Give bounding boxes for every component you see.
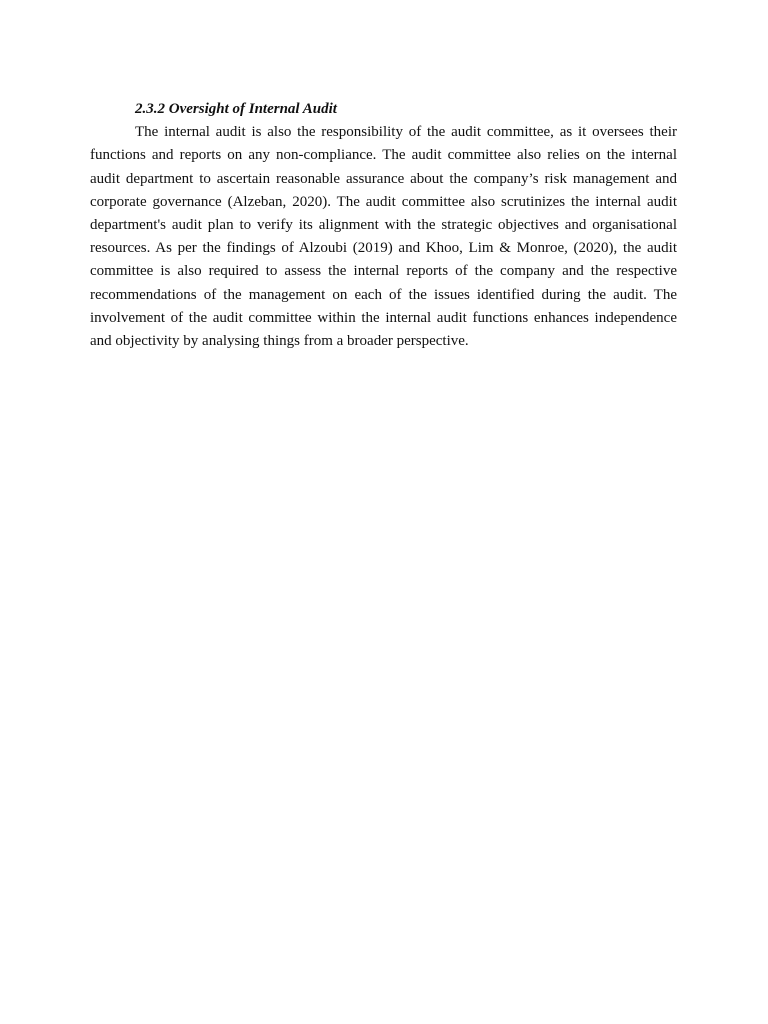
section-paragraph: The internal audit is also the responsibility of the audit committee, as it oversees their functions and reports on any non-compliance. The audit committee also relies on the internal audit department to ascertain reasonable assurance about the company’s risk management and corporate governance (Alzeban, 2020). The audit committee also scrutinizes the internal audit department's audit plan to verify its alignment with the strategic objectives and organisational resources. As per the findings of Alzoubi (2019) and Khoo, Lim & Monroe, (2020), the audit committee is also required to assess the internal reports of the company and the respective recommendations of the management on each of the issues identified during the audit. The involvement of the audit committee within the internal audit functions enhances independence and objectivity by analysing things from a broader perspective. bbox=[90, 124, 677, 350]
section-heading: 2.3.2 Oversight of Internal Audit bbox=[135, 101, 337, 117]
section-content bbox=[90, 98, 677, 353]
